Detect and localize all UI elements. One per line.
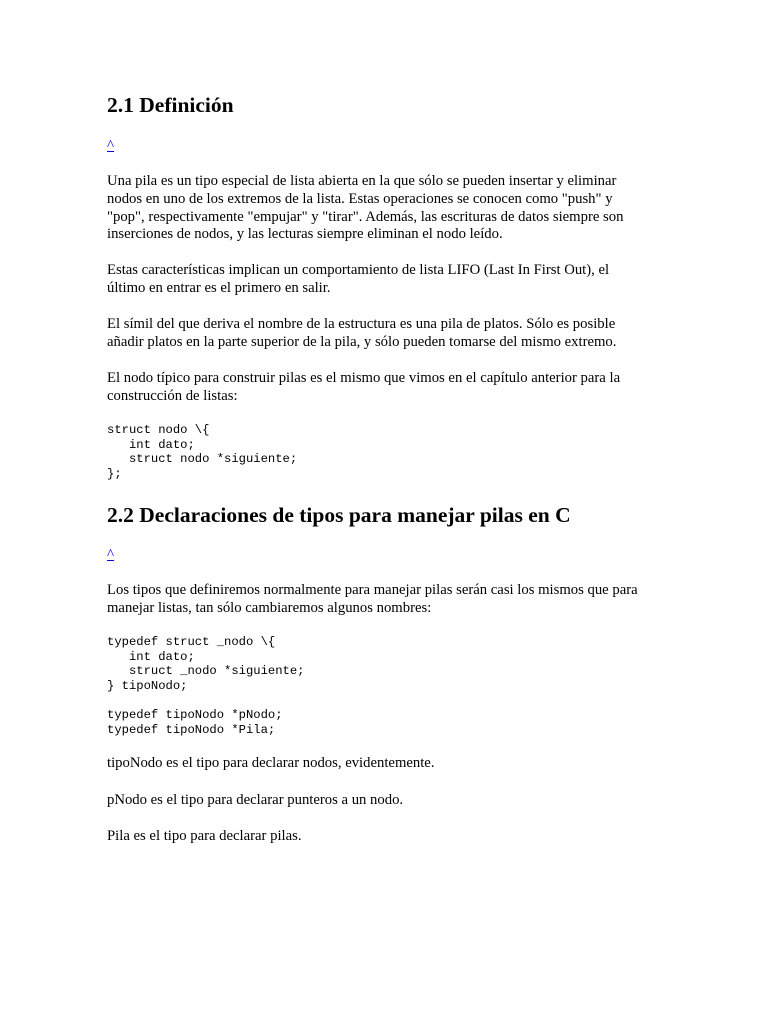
text-line: manejar listas, tan sólo cambiaremos algunos nombres: bbox=[107, 599, 432, 616]
text-line: Una pila es un tipo especial de lista abierta en la que sólo se pueden insertar y eliminar bbox=[107, 173, 617, 189]
back-to-top-link[interactable]: ^ bbox=[107, 138, 115, 154]
paragraph-tipos bbox=[107, 582, 667, 618]
paragraph-definition bbox=[107, 173, 667, 244]
text-line: inserciones de nodos, y las lecturas siempre eliminan el nodo leído. bbox=[107, 226, 503, 243]
text-line: añadir platos en la parte superior de la pila, y sólo pueden tomarse del mismo extremo. bbox=[107, 333, 617, 350]
note-pila: Pila es el tipo para declarar pilas. bbox=[107, 828, 302, 844]
code-block-struct-nodo: struct nodo \{ int dato; struct nodo *siguiente; }; bbox=[107, 423, 298, 481]
note-tiponodo: tipoNodo es el tipo para declarar nodos, evidentemente. bbox=[107, 755, 435, 771]
text-line: El nodo típico para construir pilas es el mismo que vimos en el capítulo anterior para la bbox=[107, 370, 621, 386]
text-line: Estas características implican un comportamiento de lista LIFO (Last In First Out), el bbox=[107, 262, 610, 278]
section-heading-declaraciones: 2.2 Declaraciones de tipos para manejar pilas en C bbox=[107, 503, 571, 527]
text-line: construcción de listas: bbox=[107, 387, 238, 404]
paragraph-platos bbox=[107, 316, 667, 352]
paragraph-lifo bbox=[107, 262, 667, 298]
paragraph-nodo-tipico bbox=[107, 370, 667, 406]
back-to-top-link[interactable]: ^ bbox=[107, 547, 115, 563]
note-pnodo: pNodo es el tipo para declarar punteros a un nodo. bbox=[107, 792, 404, 808]
section-heading-definicion: 2.1 Definición bbox=[107, 93, 234, 117]
text-line: Los tipos que definiremos normalmente para manejar pilas serán casi los mismos que para bbox=[107, 582, 638, 598]
text-line: El símil del que deriva el nombre de la estructura es una pila de platos. Sólo es posible bbox=[107, 316, 616, 332]
text-line: último en entrar es el primero en salir. bbox=[107, 279, 331, 296]
code-block-typedef-struct: typedef struct _nodo \{ int dato; struct _nodo *siguiente; } tipoNodo; bbox=[107, 635, 305, 693]
text-line: "pop", respectivamente "empujar" y "tirar". Además, las escrituras de datos siempre son bbox=[107, 208, 624, 225]
code-block-typedef-pointers: typedef tipoNodo *pNodo; typedef tipoNodo *Pila; bbox=[107, 708, 283, 737]
text-line: nodos en uno de los extremos de la lista. Estas operaciones se conocen como "push" y bbox=[107, 190, 613, 207]
